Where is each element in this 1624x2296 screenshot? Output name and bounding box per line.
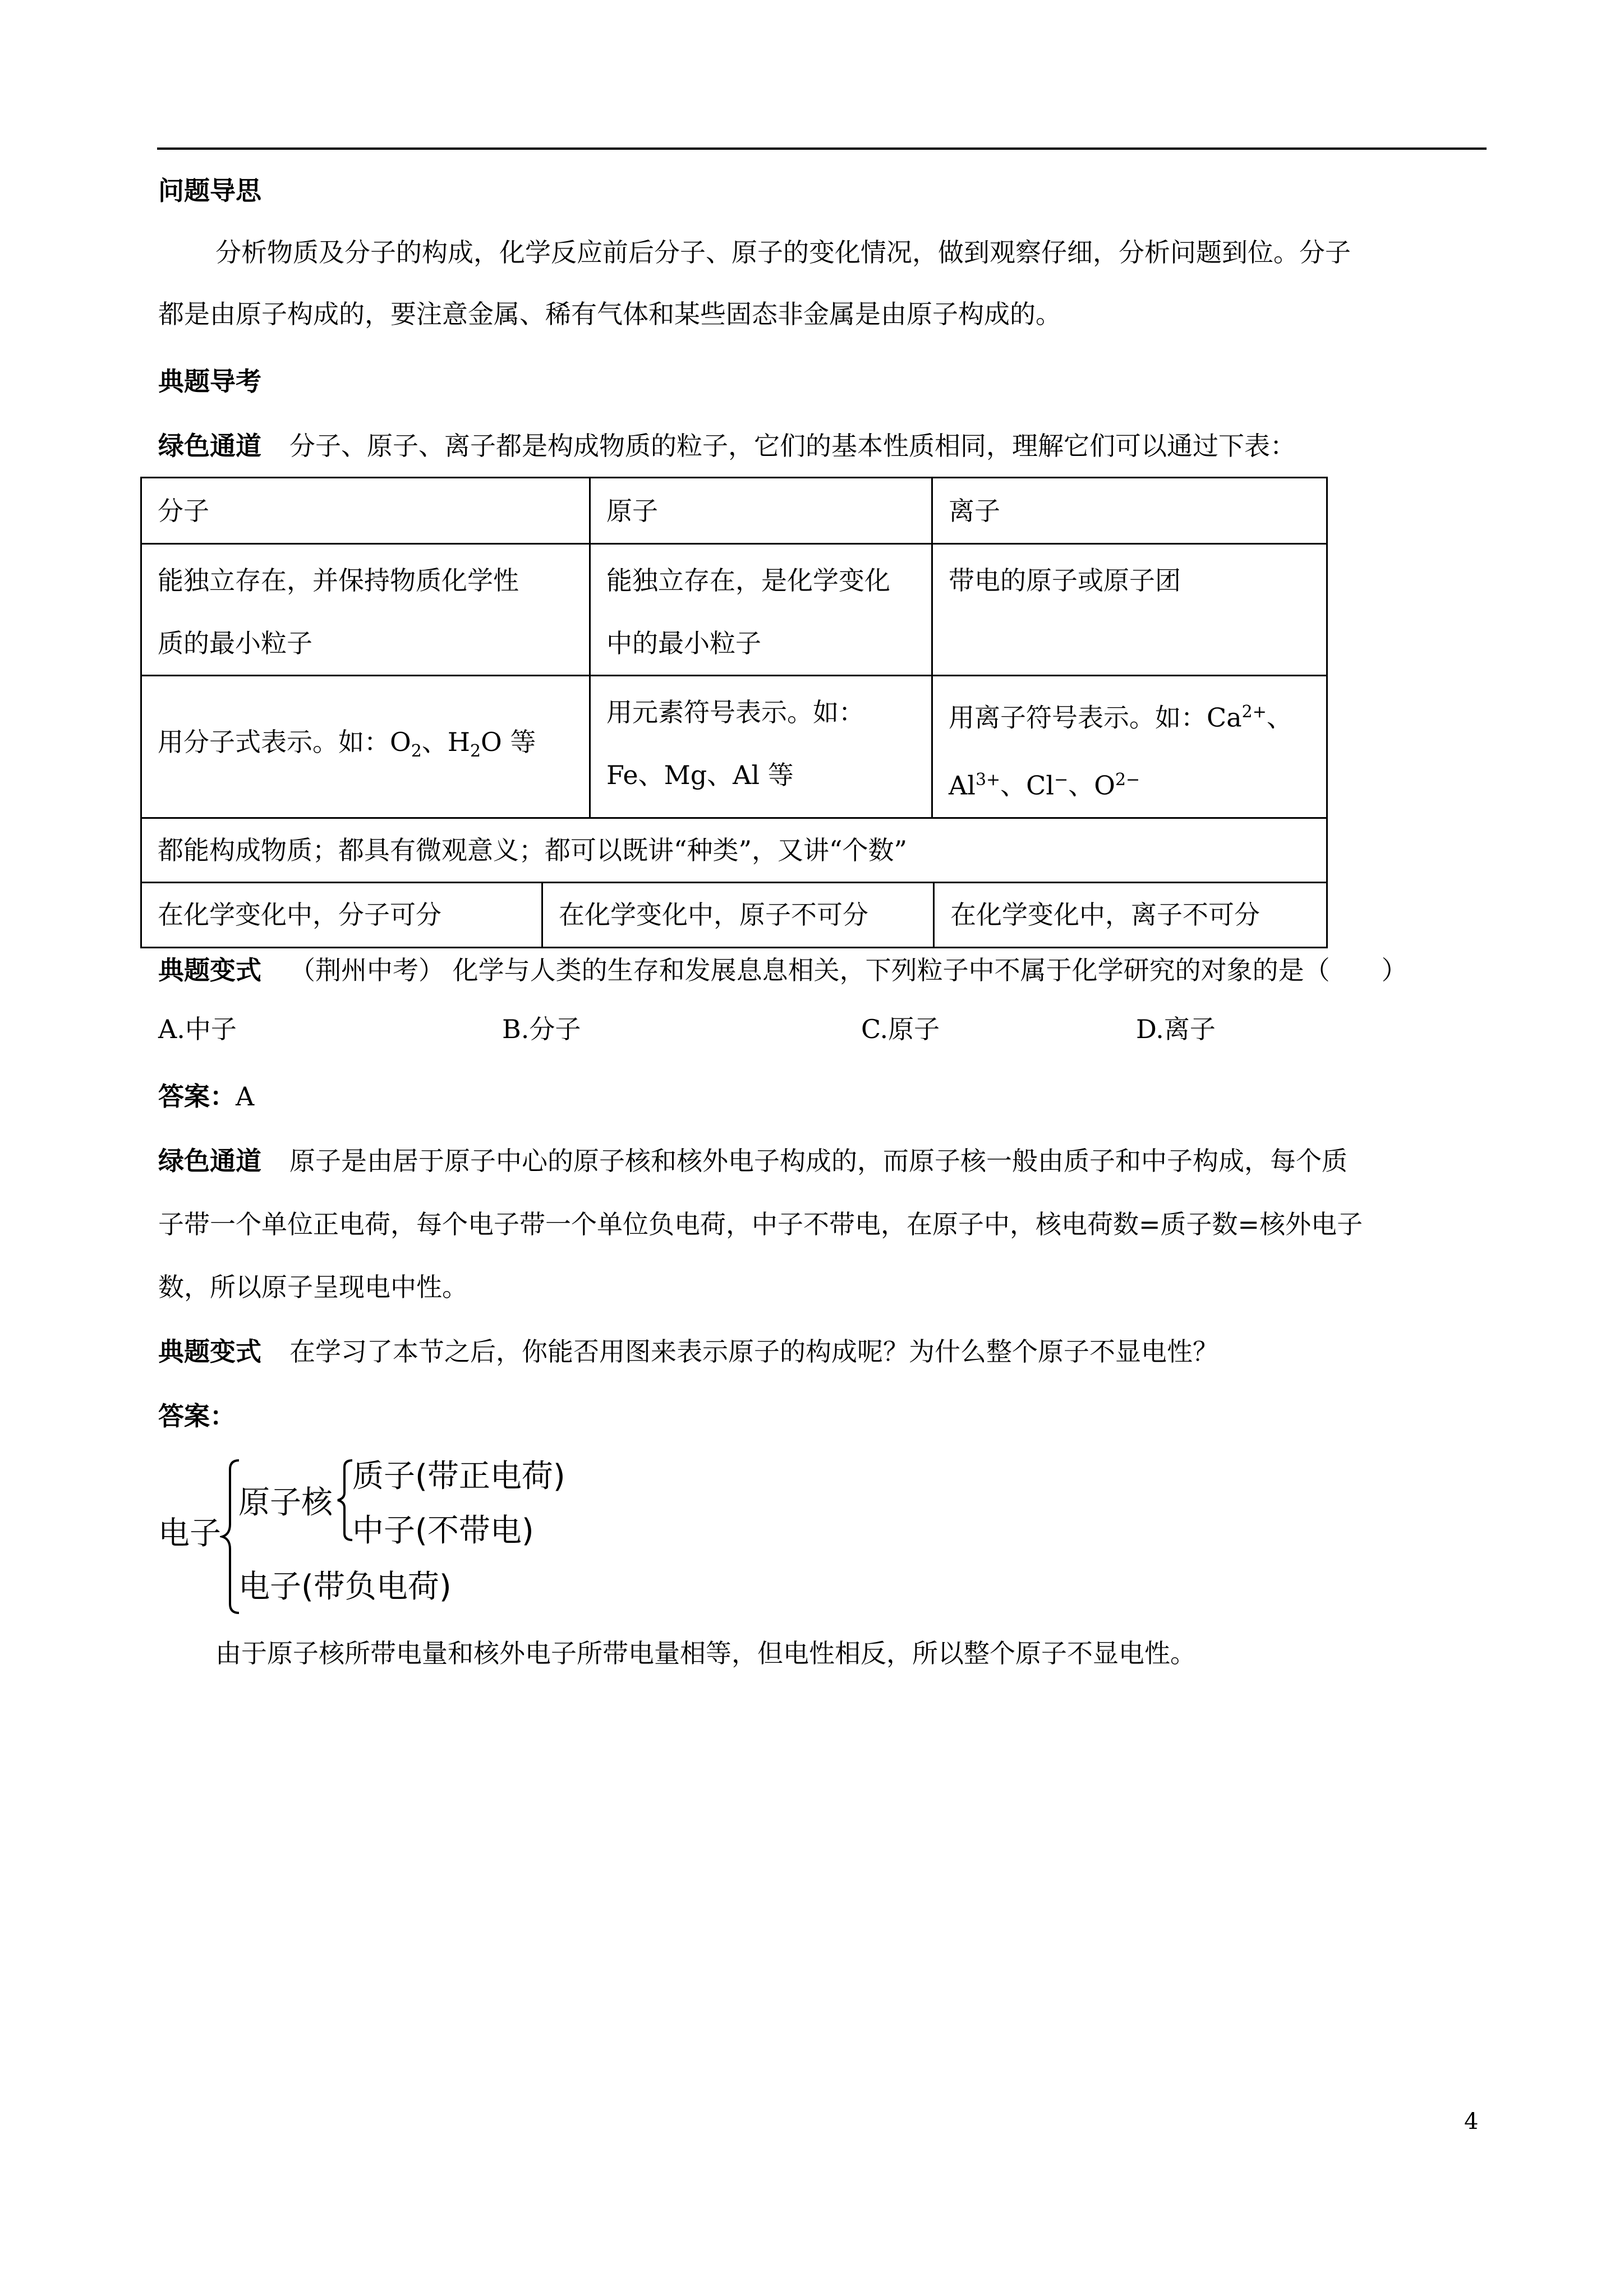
variant-text: （荆州中考） 化学与人类的生存和发展息息相关，下列粒子中不属于化学研究的对象的是（ ）	[289, 955, 1407, 985]
table-cell: 在化学变化中，离子不可分	[933, 883, 1326, 947]
table-cell: 带电的原子或原子团	[932, 544, 1327, 676]
variant-label: 典题变式	[158, 955, 261, 985]
table-cell: 在化学变化中，分子可分	[158, 900, 441, 930]
table-cell: 能独立存在，是化学变化 中的最小粒子	[590, 544, 932, 676]
section-heading-typical-exam: 典题导考	[158, 366, 261, 397]
answer-value: A	[236, 1081, 255, 1112]
answer-line	[158, 1080, 254, 1113]
table-row-change	[141, 882, 1327, 947]
paragraph-line: 子带一个单位正电荷，每个电子带一个单位负电荷，中子不带电，在原子中，核电荷数=质子数=核外电子	[158, 1209, 1363, 1239]
variant-label: 典题变式	[158, 1336, 261, 1367]
answer-label: 答案：	[158, 1081, 236, 1112]
diagram-root: 电子	[158, 1515, 221, 1552]
table-header-atom: 原子	[590, 478, 932, 544]
option-a: A.中子	[158, 1014, 237, 1044]
diagram-nucleus: 原子核	[238, 1484, 333, 1521]
green-channel-paragraph	[158, 1144, 1347, 1178]
green-channel-text: 原子是由居于原子中心的原子核和核外电子构成的，而原子核一般由质子和中子构成，每个质	[289, 1146, 1347, 1176]
table-header-molecule: 分子	[141, 478, 590, 544]
table-cell: 在化学变化中，原子不可分	[541, 883, 933, 947]
green-channel-paragraph	[158, 429, 1296, 463]
table-header-ion: 离子	[932, 478, 1327, 544]
green-channel-text: 分子、原子、离子都是构成物质的粒子，它们的基本性质相同，理解它们可以通过下表：	[289, 431, 1296, 461]
variant-question	[158, 1335, 1218, 1368]
answer-label: 答案：	[158, 1401, 236, 1431]
table-row-common: 都能构成物质；都具有微观意义；都可以既讲“种类”，又讲“个数”	[141, 818, 1327, 882]
particle-comparison-table	[140, 477, 1328, 948]
diagram-electron: 电子(带负电荷)	[238, 1569, 452, 1605]
paragraph-line: 分析物质及分子的构成，化学反应前后分子、原子的变化情况，做到观察仔细，分析问题到位。分子	[215, 237, 1351, 268]
section-heading-question-guide: 问题导思	[158, 176, 261, 206]
diagram-proton: 质子(带正电荷)	[352, 1458, 565, 1495]
header-rule	[157, 147, 1487, 150]
paragraph-line: 都是由原子构成的，要注意金属、稀有气体和某些固态非金属是由原子构成的。	[158, 299, 1061, 329]
table-cell: 用分子式表示。如：$O_2$、$H_2O$ 等	[141, 676, 590, 818]
variant-text: 在学习了本节之后，你能否用图来表示原子的构成呢？为什么整个原子不显电性？	[289, 1336, 1218, 1367]
variant-question	[158, 953, 1407, 987]
table-cell: 用元素符号表示。如： Fe、Mg、Al 等	[590, 676, 932, 818]
green-channel-label: 绿色通道	[158, 1146, 261, 1176]
option-b: B.分子	[502, 1014, 581, 1044]
option-d: D.离子	[1136, 1014, 1216, 1044]
table-cell: 能独立存在，并保持物质化学性 质的最小粒子	[141, 544, 590, 676]
table-cell: 用离子符号表示。如：$Ca^{2+}$、 $Al^{3+}$、Cl−、$O^{2-}$	[932, 676, 1327, 818]
green-channel-label: 绿色通道	[158, 431, 261, 461]
paragraph-line: 数，所以原子呈现电中性。	[158, 1272, 468, 1302]
left-brace-icon	[335, 1458, 355, 1542]
conclusion-text: 由于原子核所带电量和核外电子所带电量相等，但电性相反，所以整个原子不显电性。	[215, 1638, 1196, 1668]
diagram-neutron: 中子(不带电)	[352, 1513, 534, 1549]
option-c: C.原子	[861, 1014, 940, 1044]
page-number: 4	[1464, 2109, 1479, 2134]
